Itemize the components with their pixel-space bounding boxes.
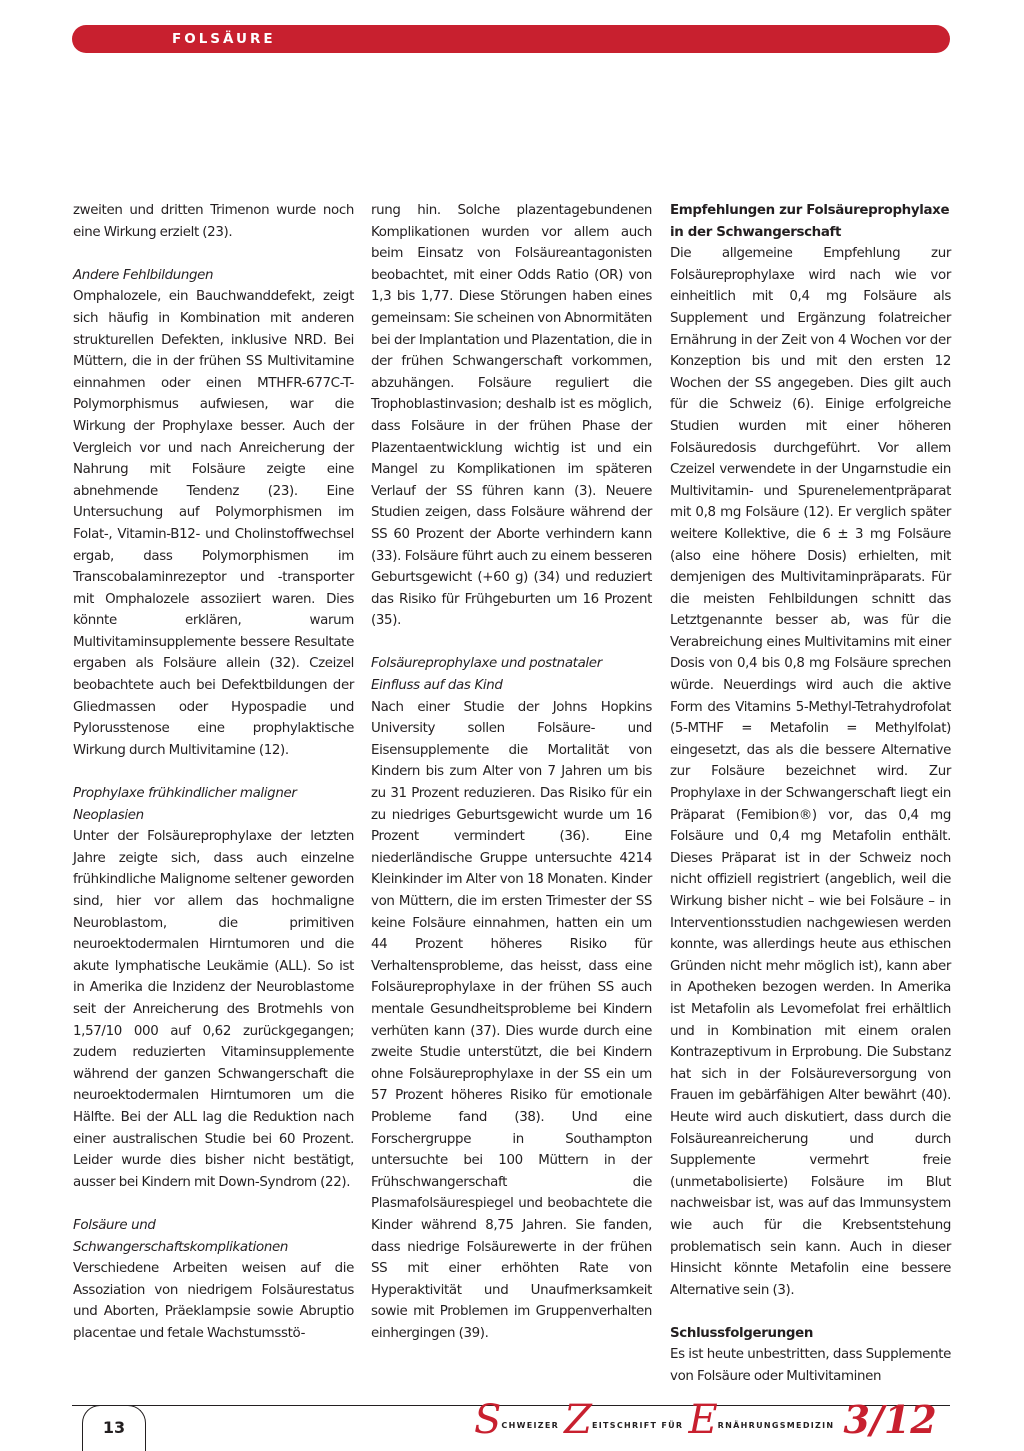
section-header-bar bbox=[72, 25, 950, 53]
journal-word-3: RNÄHRUNGSMEDIZIN bbox=[717, 1421, 835, 1430]
paragraph: zweiten und dritten Trimenon wurde noch eine Wirkung erzielt (23). bbox=[73, 203, 354, 240]
section-heading: Empfehlungen zur Folsäureprophylaxe in der Schwangerschaft bbox=[670, 203, 950, 240]
paragraph: Die allgemeine Empfehlung zur Folsäureprophylaxe wird nach wie vor einheitlich mit 0,4 mg Folsäure als Supplement und Ergänzung folatreicher Ernährung in der Zeit von 4 Wochen vor der Konzeption bis und mit den ersten 12 Wochen der SS angegeben. Dies gilt auch für die Schweiz (6). Einige erfolgreiche Studien wurden mit einer höheren Folsäuredosis durchgeführt. Vor allem Czeizel verwendete in der Ungarnstudie ein Multivitamin- und Spurenelementpräparat mit 0,8 mg Folsäure (12). Er verglich später weitere Kollektive, die 6 ± 3 mg Folsäure (also eine höhere Dosis) erhielten, mit demjenigen des Multivitaminpräparats. Für die meisten Fehlbildungen schnitt das Letztgenannte besser ab, was für die Verabreichung eines Multivitamins mit einer Dosis von 0,4 bis 0,8 mg Folsäure sprechen würde. Neuerdings wird auch die aktive Form des Vitamins 5-Methyl-Tetrahydrofolat (5-MTHF = Metafolin = Methylfolat) eingesetzt, das als die bessere Alternative zur Folsäure bezeichnet wird. Zur Prophylaxe in der Schwangerschaft liegt ein Präparat (Femibion®) vor, das 0,4 mg Folsäure und 0,4 mg Metafolin enthält. Dieses Präparat ist in der Schweiz noch nicht offiziell registriert (angeblich, weil die Wirkung bisher nicht – wie bei Folsäure – in Interventionsstudien nachgewiesen werden konnte, was allerdings heute aus ethischen Gründen nicht mehr möglich ist), kann aber in Apotheken bezogen werden. In Amerika ist Metafolin als Levomefolat frei erhältlich und in Kombination mit einem oralen Kontrazeptivum in Erprobung. Die Substanz hat sich in der Folsäureversorgung von Frauen im gebärfähigen Alter bewährt (40). Heute wird auch diskutiert, dass durch die Folsäureanreicherung und durch Supplemente vermehrt freie (unmetabolisierte) Folsäure im Blut nachweisbar ist, was auf das Immunsystem wie auch für die Krebsentstehung problematisch sein kann. Auch in dieser Hinsicht könnte Metafolin eine bessere Alternative sein (3). bbox=[670, 246, 951, 1298]
section-heading: Folsäureprophylaxe und postnataler Einfluss auf das Kind bbox=[371, 656, 602, 694]
section-heading: Prophylaxe frühkindlicher maligner Neoplasien bbox=[73, 786, 297, 823]
paragraph: Omphalozele, ein Bauchwanddefekt, zeigt sich häufig in Kombination mit anderen strukturellen Defekten, inklusive NRD. Bei Müttern, die in der frühen SS Multivitamine einnahmen oder einen MTHFR-677C-T-Polymorphismus aufwiesen, war die Wirkung der Prophylaxe besser. Auch der Vergleich vor und nach Anreicherung der Nahrung mit Folsäure zeigte eine abnehmende Tendenz (23). Eine Untersuchung auf Polymorphismen im Folat-, Vitamin-B12- und Cholinstoffwechsel ergab, dass Polymorphismen im Transcobalaminrezeptor und -transporter mit Omphalozele assoziiert waren. Dies könnte erklären, warum Multivitaminsupplemente bessere Resultate ergaben als Folsäure allein (32). Czeizel beobachtete auch bei Defektbildungen der Gliedmassen oder Hypospadie und Pylorusstenose eine prophylaktische Wirkung durch Multivitamine (12). bbox=[73, 289, 354, 758]
page-number: 13 bbox=[102, 1418, 126, 1437]
text-column-1 bbox=[73, 200, 354, 1344]
paragraph: rung hin. Solche plazentagebundenen Komplikationen wurden vor allem auch beim Einsatz von Folsäureantagonisten beobachtet, mit einer Odds Ratio (OR) von 1,3 bis 1,77. Diese Störungen haben eines gemeinsam: Sie scheinen von Abnormitäten bei der Implantation und Plazentation, die in der frühen Schwangerschaft vorkommen, abzuhängen. Folsäure reguliert die Trophoblastinvasion; deshalb ist es möglich, dass Folsäure in der frühen Phase der Plazentaentwicklung wichtig ist und ein Mangel zu Komplikationen im späteren Verlauf der SS führen kann (3). Neuere Studien zeigen, dass Folsäure während der SS 60 Prozent der Aborte verhindern kann (33). Folsäure führt auch zu einem besseren Geburtsgewicht (+60 g) (34) und reduziert das Risiko für Frühgeburten um 16 Prozent (35). bbox=[371, 203, 652, 629]
paragraph: Verschiedene Arbeiten weisen auf die Assoziation von niedrigem Folsäurestatus und Aborten, Präeklampsie sowie Abruptio placentae und fetale Wachstumsstö- bbox=[73, 1261, 354, 1341]
journal-initial-s: S bbox=[474, 1397, 502, 1443]
issue-number: 3/12 bbox=[843, 1397, 937, 1442]
paragraph: Nach einer Studie der Johns Hopkins University sollen Folsäure- und Eisensupplemente die Mortalität von Kindern bis zum Alter von 7 Jahren um bis zu 31 Prozent reduzieren. Das Risiko für ein zu niedriges Geburtsgewicht wurde um 16 Prozent vermindert (36). Eine niederländische Gruppe untersuchte 4214 Kleinkinder im Alter von 18 Monaten. Kinder von Müttern, die im ersten Trimester der SS keine Folsäure einnahmen, hatten ein um 44 Prozent höheres Risiko für Verhaltensprobleme, das heisst, dass eine Folsäureprophylaxe in der frühen SS auch mentale Gesundheitsprobleme bei Kindern verhüten kann (37). Dies wurde durch eine zweite Studie unterstützt, die bei Kindern ohne Folsäureprophylaxe in der SS ein um 57 Prozent höheres Risiko für emotionale Probleme fand (38). Und eine Forschergruppe in Southampton untersuchte bei 100 Müttern in der Frühschwangerschaft die Plasmafolsäurespiegel und beobachtete die Kinder während 8,75 Jahren. Sie fanden, dass niedrige Folsäurewerte in der frühen SS mit einer erhöhten Rate von Hyperaktivität und Unaufmerksamkeit sowie mit Problemen im Gruppenverhalten einhergingen (39). bbox=[371, 699, 652, 1341]
text-column-3 bbox=[670, 200, 951, 1388]
section-heading: Schlussfolgerungen bbox=[670, 1325, 814, 1341]
journal-word-1: CHWEIZER bbox=[501, 1421, 560, 1430]
journal-initial-e: E bbox=[688, 1397, 718, 1443]
section-title: FOLSÄURE bbox=[172, 31, 276, 47]
journal-word-2: EITSCHRIFT FÜR bbox=[591, 1421, 684, 1430]
text-column-2 bbox=[371, 200, 652, 1344]
journal-initial-z: Z bbox=[564, 1397, 592, 1443]
journal-logo bbox=[474, 1398, 937, 1442]
section-heading: Folsäure und Schwangerschaftskomplikationen bbox=[73, 1217, 288, 1255]
paragraph: Es ist heute unbestritten, dass Supplemente von Folsäure oder Multivitaminen bbox=[670, 1347, 951, 1385]
section-heading: Andere Fehlbildungen bbox=[73, 267, 214, 283]
paragraph: Unter der Folsäureprophylaxe der letzten Jahre zeigte sich, dass auch einzelne frühkindliche Malignome seltener geworden sind, hier vor allem das hochmaligne Neuroblastom, die primitiven neuroektodermalen Hirntumoren und die akute lymphatische Leukämie (ALL). So ist in Amerika die Inzidenz der Neuroblastome seit der Anreicherung des Brotmehls von 1,57/10 000 auf 0,62 zurückgegangen; zudem reduzierten Vitaminsupplemente während der ganzen Schwangerschaft die neuroektodermalen Hirntumoren um die Hälfte. Bei der ALL lag die Reduktion nach einer australischen Studie bei 60 Prozent. Leider wurde dies bisher nicht bestätigt, ausser bei Kindern mit Down-Syndrom (22). bbox=[73, 829, 354, 1190]
page-number-tab bbox=[82, 1405, 146, 1451]
